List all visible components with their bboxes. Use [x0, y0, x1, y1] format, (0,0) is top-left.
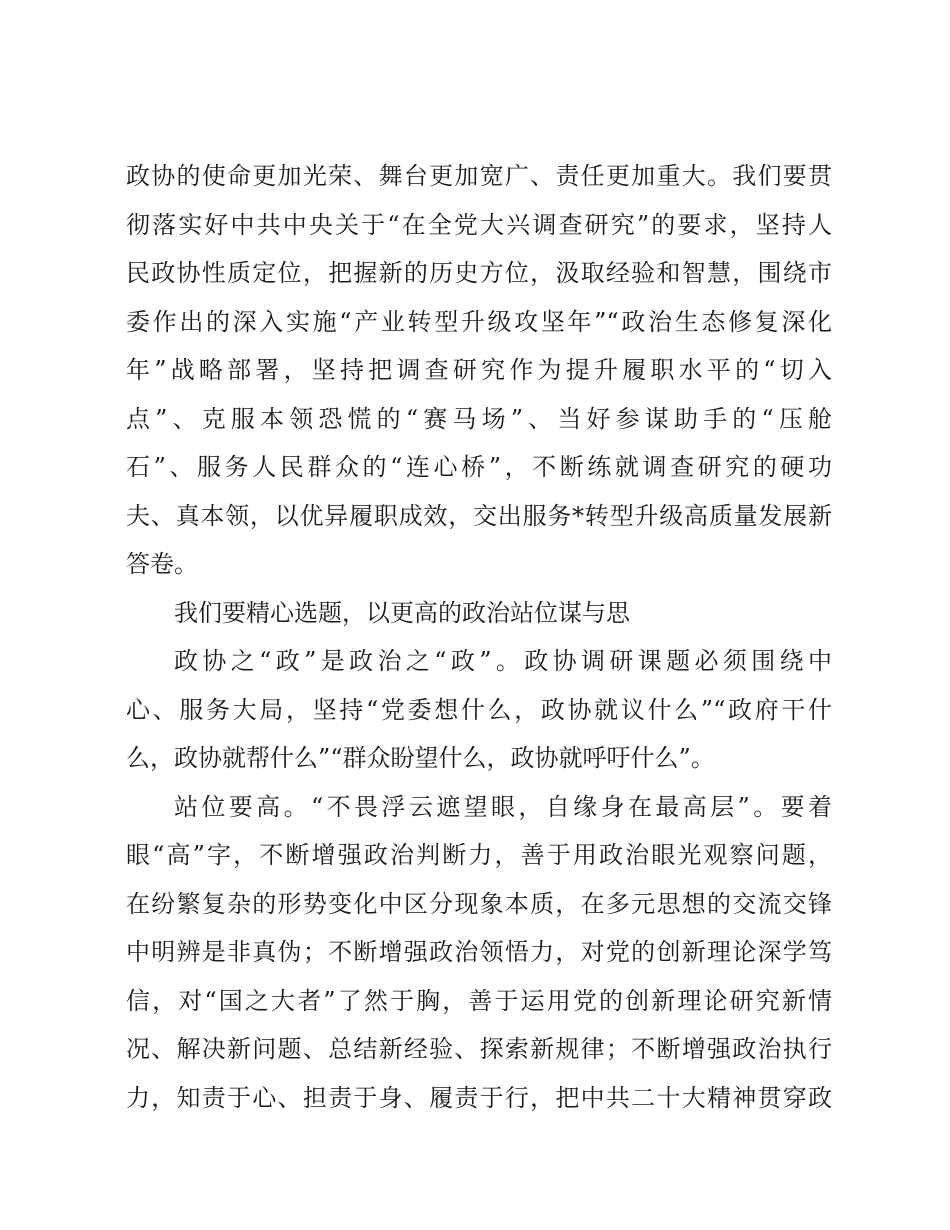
body-text-line: 眼“高”字，不断增强政治判断力，善于用政治眼光观察问题，: [126, 841, 832, 869]
body-text-line: 委作出的深入实施“产业转型升级攻坚年”“政治生态修复深化: [126, 307, 832, 336]
document-body: [126, 152, 832, 1122]
body-text-line: 站位要高。“不畏浮云遮望眼，自缘身在最高层”。要着: [174, 792, 832, 821]
body-text-line: 夫、真本领，以优异履职成效，交出服务*转型升级高质量发展新: [126, 501, 832, 530]
body-text-line: 中明辨是非真伪；不断增强政治领悟力，对党的创新理论深学笃: [126, 938, 832, 966]
body-text-line: 况、解决新问题、总结新经验、探索新规律；不断增强政治执行: [126, 1035, 832, 1063]
body-text-line: 点”、克服本领恐慌的“赛马场”、当好参谋助手的“压舱: [126, 404, 832, 433]
body-text-line: 石”、服务人民群众的“连心桥”，不断练就调查研究的硬功: [126, 453, 832, 481]
body-text-line: 政协的使命更加光荣、舞台更加宽广、责任更加重大。我们要贯: [126, 162, 832, 190]
body-text-line: 答卷。: [126, 550, 198, 578]
body-text-line: 么，政协就帮什么”“群众盼望什么，政协就呼吁什么”。: [126, 744, 715, 772]
body-text-line: 政协之“政”是政治之“政”。政协调研课题必须围绕中: [174, 647, 832, 675]
body-text-line: 心、服务大局，坚持“党委想什么，政协就议什么”“政府干什: [126, 695, 832, 724]
body-text-line: 在纷繁复杂的形势变化中区分现象本质，在多元思想的交流交锋: [126, 889, 832, 918]
body-text-line: 信，对“国之大者”了然于胸，善于运用党的创新理论研究新情: [126, 986, 832, 1015]
body-text-line: 年”战略部署，坚持把调查研究作为提升履职水平的“切入: [126, 356, 832, 384]
body-text-line: 彻落实好中共中央关于“在全党大兴调查研究”的要求，坚持人: [126, 210, 832, 239]
body-text-line: 力，知责于心、担责于身、履责于行，把中共二十大精神贯穿政: [126, 1083, 832, 1112]
body-text-line: 民政协性质定位，把握新的历史方位，汲取经验和智慧，围绕市: [126, 259, 832, 287]
section-heading: 我们要精心选题，以更高的政治站位谋与思: [174, 598, 630, 627]
